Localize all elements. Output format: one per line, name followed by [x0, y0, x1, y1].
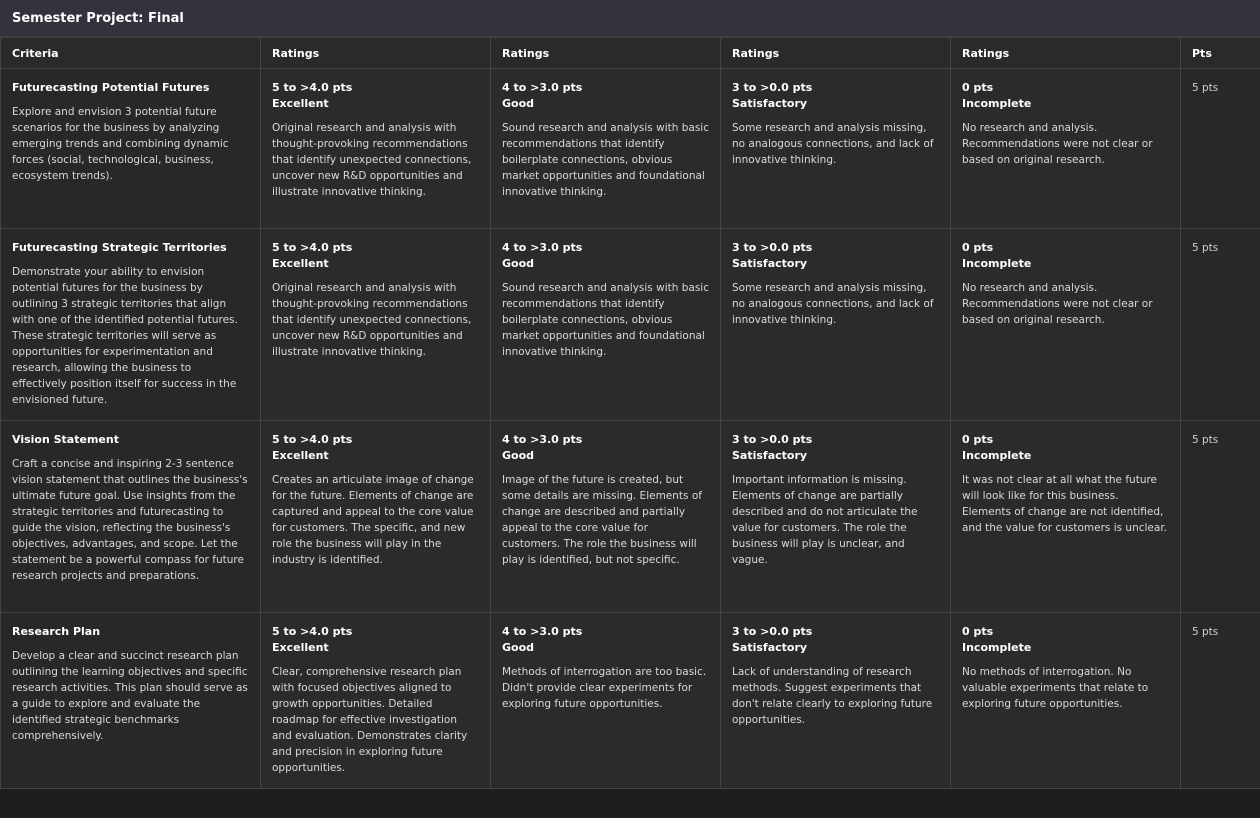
criterion-row [1, 421, 1260, 613]
criterion-cell [1, 613, 261, 789]
rating-cell[interactable] [951, 613, 1181, 789]
criterion-row [1, 229, 1260, 421]
rating-label: Satisfactory [732, 257, 808, 270]
criterion-name: Research Plan [12, 625, 101, 638]
rating-cell[interactable] [261, 613, 491, 789]
rating-cell[interactable] [491, 421, 721, 613]
criterion-description: Craft a concise and inspiring 2-3 sentence vision statement that outlines the business's ultimate future goal. Use insights from the strategic territories and futurecasting to guide the vision, reflecting the business's objectives, advantages, and scope. Let the statement be a powerful compass for future research projects and preparations. [12, 458, 248, 582]
rating-description: Original research and analysis with thought-provoking recommendations that identify unexpected connections, uncover new R&D opportunities and illustrate innovative thinking. [272, 122, 472, 198]
rating-label: Good [502, 97, 535, 110]
rating-description: Sound research and analysis with basic recommendations that identify boilerplate connections, obvious market opportunities and foundational innovative thinking. [502, 122, 709, 198]
rating-label: Excellent [272, 641, 329, 654]
criterion-description: Develop a clear and succinct research plan outlining the learning objectives and specific research activities. This plan should serve as a guide to explore and evaluate the identified strategic benchmarks comprehensively. [12, 650, 248, 742]
criterion-cell [1, 229, 261, 421]
rating-description: No methods of interrogation. No valuable experiments that relate to exploring future opportunities. [962, 666, 1149, 710]
rating-cell[interactable] [951, 229, 1181, 421]
rating-description: It was not clear at all what the future will look like for this business. Elements of change are not identified, and the value for customers is unclear. [962, 474, 1168, 534]
criterion-row [1, 613, 1260, 789]
rating-cell[interactable] [721, 421, 951, 613]
criterion-points: 5 pts [1181, 421, 1260, 613]
rating-cell[interactable] [261, 69, 491, 229]
rating-label: Satisfactory [732, 641, 808, 654]
rating-points: 0 pts [962, 241, 994, 254]
ratings-header: Ratings [721, 38, 951, 69]
rating-description: Some research and analysis missing, no analogous connections, and lack of innovative thinking. [732, 282, 934, 326]
rating-label: Good [502, 641, 535, 654]
rating-cell[interactable] [491, 69, 721, 229]
ratings-header: Ratings [951, 38, 1181, 69]
rating-cell[interactable] [951, 421, 1181, 613]
criterion-description: Explore and envision 3 potential future scenarios for the business by analyzing emerging trends and combining dynamic forces (social, technological, business, ecosystem trends). [12, 106, 229, 182]
rating-label: Excellent [272, 97, 329, 110]
rating-cell[interactable] [721, 69, 951, 229]
rating-cell[interactable] [491, 229, 721, 421]
criterion-cell [1, 421, 261, 613]
rating-points: 4 to >3.0 pts [502, 241, 583, 254]
rubric-title: Semester Project: Final [12, 10, 184, 26]
rating-label: Incomplete [962, 97, 1032, 110]
rating-description: Important information is missing. Elements of change are partially described and do not articulate the value for customers. The role the business will play is unclear, and vague. [732, 474, 918, 566]
rating-cell[interactable] [721, 613, 951, 789]
criterion-row [1, 69, 1260, 229]
rating-label: Excellent [272, 449, 329, 462]
rating-label: Incomplete [962, 257, 1032, 270]
rating-description: Methods of interrogation are too basic. Didn't provide clear experiments for exploring future opportunities. [502, 666, 707, 710]
rating-points: 3 to >0.0 pts [732, 433, 813, 446]
rating-points: 0 pts [962, 81, 994, 94]
criteria-header: Criteria [1, 38, 261, 69]
criterion-points: 5 pts [1181, 613, 1260, 789]
rating-label: Satisfactory [732, 449, 808, 462]
rating-description: Original research and analysis with thought-provoking recommendations that identify unexpected connections, uncover new R&D opportunities and illustrate innovative thinking. [272, 282, 472, 358]
rating-label: Incomplete [962, 449, 1032, 462]
rating-points: 4 to >3.0 pts [502, 81, 583, 94]
criterion-points: 5 pts [1181, 229, 1260, 421]
rating-cell[interactable] [721, 229, 951, 421]
rating-label: Incomplete [962, 641, 1032, 654]
rating-description: Clear, comprehensive research plan with focused objectives aligned to growth opportunities. Detailed roadmap for effective investigation and evaluation. Demonstrates clarity and precision in exploring future opportunities. [272, 666, 468, 774]
criterion-name: Vision Statement [12, 433, 119, 446]
rubric-title-bar [0, 0, 1260, 37]
rating-points: 3 to >0.0 pts [732, 241, 813, 254]
criterion-name: Futurecasting Potential Futures [12, 81, 210, 94]
criterion-name: Futurecasting Strategic Territories [12, 241, 227, 254]
rating-description: No research and analysis. Recommendations were not clear or based on original research. [962, 122, 1153, 166]
rating-label: Good [502, 449, 535, 462]
rating-description: Creates an articulate image of change for the future. Elements of change are captured and appeal to the core value for customers. The specific, and new role the business will play in the industry is identified. [272, 474, 474, 566]
rubric-table [0, 37, 1260, 789]
rating-cell[interactable] [261, 229, 491, 421]
rating-description: Some research and analysis missing, no analogous connections, and lack of innovative thinking. [732, 122, 934, 166]
rating-cell[interactable] [951, 69, 1181, 229]
rating-points: 0 pts [962, 625, 994, 638]
pts-header: Pts [1181, 38, 1260, 69]
rating-cell[interactable] [491, 613, 721, 789]
ratings-header: Ratings [261, 38, 491, 69]
rating-label: Good [502, 257, 535, 270]
criterion-description: Demonstrate your ability to envision potential futures for the business by outlining 3 strategic territories that align with one of the identified potential futures. These strategic territories will serve as opportunities for experimentation and research, allowing the business to effectively position itself for success in the envisioned future. [12, 266, 238, 406]
rating-description: Image of the future is created, but some details are missing. Elements of change are described and partially appeal to the core value for customers. The role the business will play is identified, but not specific. [502, 474, 702, 566]
rating-description: No research and analysis. Recommendations were not clear or based on original research. [962, 282, 1153, 326]
rating-cell[interactable] [261, 421, 491, 613]
header-row [1, 38, 1260, 69]
criterion-cell [1, 69, 261, 229]
rating-points: 3 to >0.0 pts [732, 625, 813, 638]
rating-description: Lack of understanding of research methods. Suggest experiments that don't relate clearly to exploring future opportunities. [732, 666, 933, 726]
rating-points: 4 to >3.0 pts [502, 433, 583, 446]
rating-points: 0 pts [962, 433, 994, 446]
rating-points: 5 to >4.0 pts [272, 625, 353, 638]
ratings-header: Ratings [491, 38, 721, 69]
rating-points: 3 to >0.0 pts [732, 81, 813, 94]
rating-description: Sound research and analysis with basic recommendations that identify boilerplate connections, obvious market opportunities and foundational innovative thinking. [502, 282, 709, 358]
rating-points: 5 to >4.0 pts [272, 81, 353, 94]
rating-points: 5 to >4.0 pts [272, 241, 353, 254]
rating-label: Excellent [272, 257, 329, 270]
criterion-points: 5 pts [1181, 69, 1260, 229]
rating-points: 5 to >4.0 pts [272, 433, 353, 446]
rating-points: 4 to >3.0 pts [502, 625, 583, 638]
rating-label: Satisfactory [732, 97, 808, 110]
